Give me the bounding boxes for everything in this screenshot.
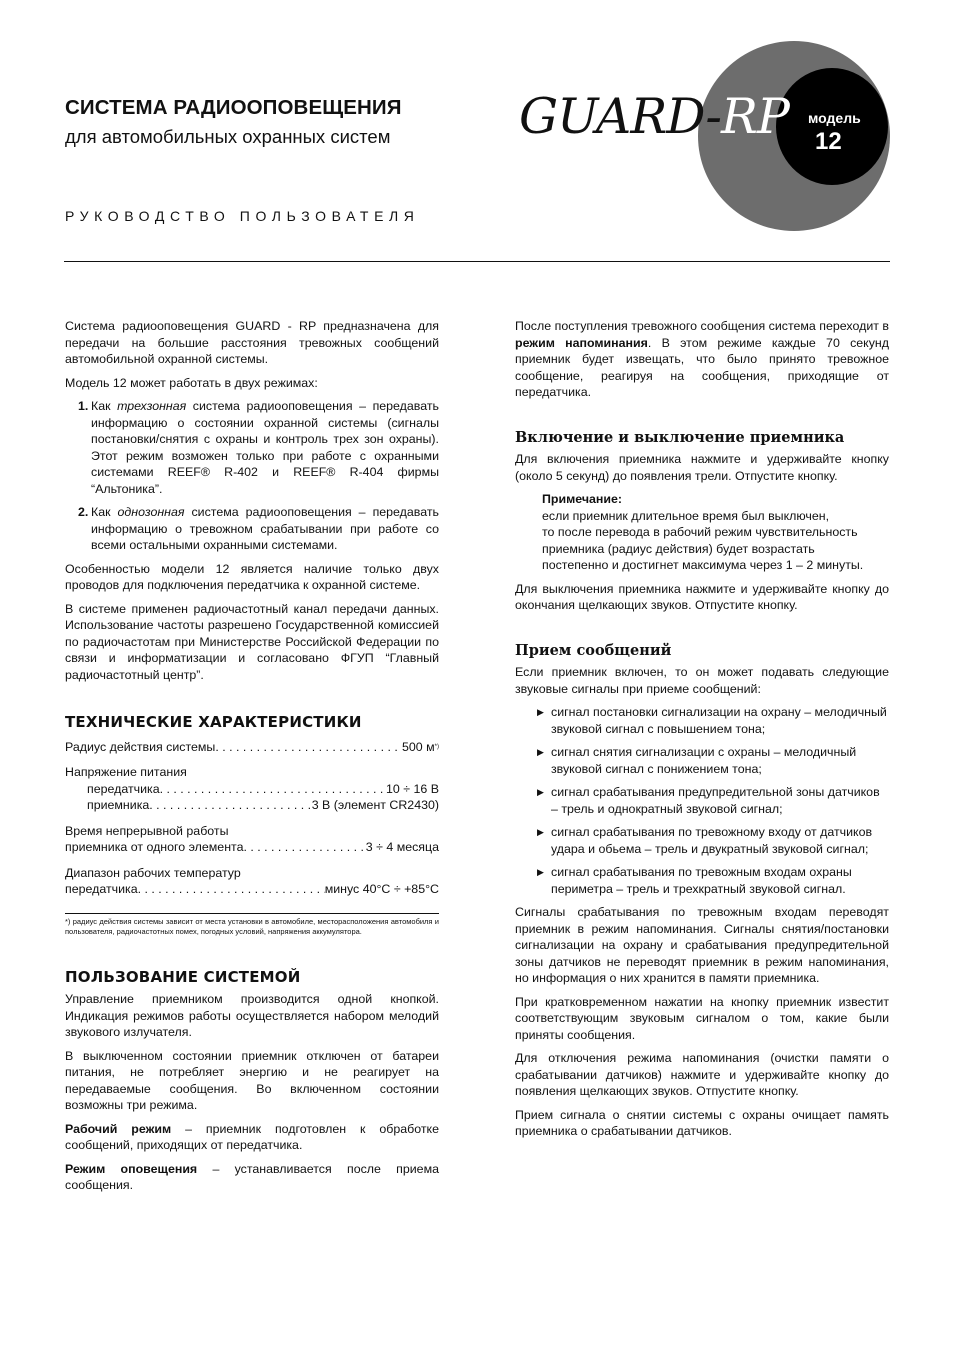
mode-item: 2. Как однозонная система радиооповещения – передавать информацию о тревожном срабатывании при работе со всеми остальными охранными системами. xyxy=(78,505,439,552)
model-number: 12 xyxy=(815,128,842,155)
brand-logo xyxy=(519,88,789,145)
note-block xyxy=(542,491,889,574)
alert-mode-paragraph: Режим оповещения – устанавливается после приема сообщения. xyxy=(65,1161,439,1192)
note-line: постепенно и достигнет максимума через 1 – 2 минуты. xyxy=(542,558,864,572)
brand-name: GUARD- xyxy=(519,88,721,145)
left-column xyxy=(65,318,439,1201)
onoff-paragraph: Для включения приемника нажмите и удерживайте кнопку (около 5 секунд) до появления трели. Отпустите кнопку. xyxy=(515,452,889,483)
note-title: Примечание: xyxy=(542,492,623,506)
note-line: то после перевода в рабочий режим чувствительность xyxy=(542,525,858,539)
spec-voltage: Напряжение питания передатчика . . . 10 ÷ 16 В приемника . . . 3 В (элемент CR2430) xyxy=(65,764,439,814)
usage-paragraph: В выключенном состоянии приемник отключен от батареи питания, не потребляет энергию и не реагирует на передаваемые сообщения. Во включенном состоянии возможны три режима. xyxy=(65,1048,439,1112)
document-subtitle: для автомобильных охранных систем xyxy=(65,126,391,147)
signal-item: ▶ сигнал срабатывания предупредительной зоны датчиков – трель и однократный звуковой сигнал; xyxy=(537,784,889,817)
receive-paragraph: Прием сигнала о снятии системы с охраны очищает память приемника о срабатывании датчиков. xyxy=(515,1107,889,1138)
modes-list xyxy=(65,398,439,554)
spec-temperature: Диапазон рабочих температур передатчика . . . минус 40°С ÷ +85°С xyxy=(65,865,439,898)
receive-paragraph: При кратковременном нажатии на кнопку приемник известит соответствующим звуковым сигналом о том, какие были приняты сообщения. xyxy=(515,994,889,1042)
work-mode-paragraph: Рабочий режим – приемник подготовлен к обработке сообщений, приходящих от передатчика. xyxy=(65,1121,439,1152)
document-title: СИСТЕМА РАДИООПОВЕЩЕНИЯ xyxy=(65,96,402,119)
reminder-paragraph: После поступления тревожного сообщения система переходит в режим напоминания. В этом режиме каждые 70 секунд приемник будет извещать, что было принято тревожное сообщение, реагируя на сообщения, приходящие от передатчика. xyxy=(515,319,890,399)
receive-paragraph: Сигналы срабатывания по тревожным входам переводят приемник в режим напоминания. Сигналы снятия/постановки сигнализации на охрану и срабатывания предупредительной зоны датчиков не переводят приемник в режим напоминания, но информация о них хранится в памяти приемника. xyxy=(515,905,889,985)
intro-paragraph: Система радиооповещения GUARD - RP предназначена для передачи на большие расстояния тревожных сообщений автомобильной охранной системы. xyxy=(65,319,439,366)
note-line: приемника (радиус действия) будет возрастать xyxy=(542,541,815,556)
intro-modes-lead: Модель 12 может работать в двух режимах: xyxy=(65,375,318,390)
receive-heading: Прием сообщений xyxy=(515,641,672,659)
signal-item: ▶ сигнал снятия сигнализации с охраны – мелодичный звуковой сигнал с понижением тона; xyxy=(537,744,889,777)
user-guide-label: РУКОВОДСТВО ПОЛЬЗОВАТЕЛЯ xyxy=(65,208,420,224)
receive-paragraph: Для отключения режима напоминания (очистки памяти о срабатывании датчиков) нажмите и удерживайте кнопку до появления щелкающих звуков. Отпустите кнопку. xyxy=(515,1051,889,1098)
model-label: модель xyxy=(808,110,861,126)
feature-paragraph: Особенностью модели 12 является наличие только двух проводов для подключения передатчика к охранной системе. xyxy=(65,561,439,592)
usage-heading: ПОЛЬЗОВАНИЕ СИСТЕМОЙ xyxy=(65,967,301,986)
usage-paragraph: Управление приемником производится одной кнопкой. Индикация режимов работы осуществляется набором мелодий звукового излучателя. xyxy=(65,992,439,1039)
spec-runtime: Время непрерывной работы приемника от одного элемента . . . 3 ÷ 4 месяца xyxy=(65,823,439,856)
specs-heading: ТЕХНИЧЕСКИЕ ХАРАКТЕРИСТИКИ xyxy=(65,713,362,731)
signal-item: ▶ сигнал постановки сигнализации на охрану – мелодичный звуковой сигнал с повышением тона; xyxy=(537,704,889,737)
onoff-heading: Включение и выключение приемника xyxy=(515,428,845,446)
signal-item: ▶ сигнал срабатывания по тревожным входам охраны периметра – трель и трехкратный звуковой сигнал. xyxy=(537,864,889,897)
spec-range: Радиус действия системы . . . 500 м *) xyxy=(65,739,439,756)
signal-item: ▶ сигнал срабатывания по тревожному входу от датчиков удара и обьема – трель и двукратный звуковой сигнал; xyxy=(537,824,889,857)
note-line: если приемник длительное время был выключен, xyxy=(542,508,830,523)
receive-paragraph: Если приемник включен, то он может подавать следующие звуковые сигналы при приеме сообщений: xyxy=(515,665,889,696)
signals-list xyxy=(515,704,889,897)
radio-channel-paragraph: В системе применен радиочастотный канал передачи данных. Использование частоты разрешено Государственной комиссией по радиочастотам при Министерстве Российской Федерации по связи и информатизации и согласовано ФГУП “Главный радиочастотный центр”. xyxy=(65,601,439,682)
mode-item: 1. Как трехзонная система радиооповещения – передавать информацию о состоянии охранной системы (сигналы постановки/снятия с охраны и контроль трех зон охраны). Этот режим возможен только при работе с охранными системами REEF® R-402 и REEF® R-404 фирмы “Альтоника”. xyxy=(78,399,439,496)
footnote: *) радиус действия системы зависит от места установки в автомобиле, месторасположения автомобиля и пользователя, радиочастотных помех, погодных условий, напряжения аккумулятора. xyxy=(65,913,439,937)
header-divider xyxy=(64,261,890,262)
logo-circle-black xyxy=(776,68,888,185)
right-column xyxy=(515,318,889,1147)
onoff-paragraph: Для выключения приемника нажмите и удерживайте кнопку до окончания щелкающих звуков. Отпустите кнопку. xyxy=(515,581,889,612)
brand-suffix: RP xyxy=(720,88,789,145)
